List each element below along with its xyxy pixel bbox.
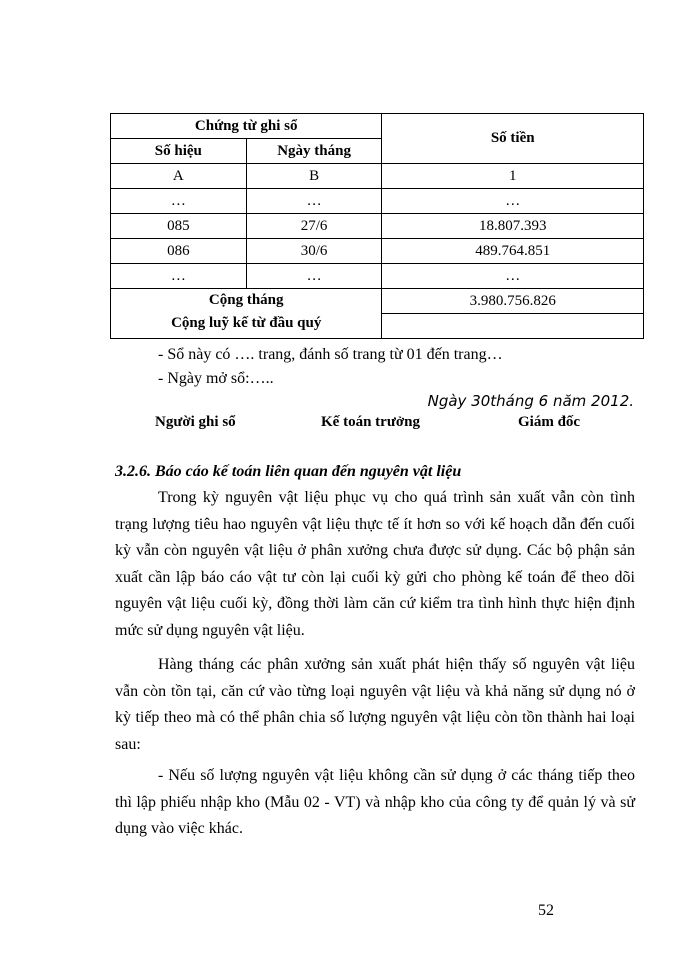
table-cell: … [382,264,644,289]
table-cell: 086 [111,239,247,264]
header-date: Ngày tháng [246,139,382,164]
table-total-row [111,289,644,339]
note-pages: - Sổ này có …. trang, đánh số trang từ 01 đến trang… [158,346,503,363]
note-open-date: - Ngày mở sổ:….. [158,370,274,387]
paragraph-text: Trong kỳ nguyên vật liệu phục vụ cho quá trình sản xuất vẫn còn tình trạng lượng tiêu hao nguyên vật liệu thực tế ít hơn so với kế hoạch dẫn đến cuối kỳ vẫn còn nguyên vật liệu ở phân xưởng chưa được sử dụng. Các bộ phận sản xuất cần lập báo cáo vật tư còn lại cuối kỳ gửi cho phòng kế toán để theo dõi nguyên vật liệu cuối kỳ, đồng thời làm căn cứ kiểm tra tình hình thực hiện định mức sử dụng nguyên vật liệu. [115,489,635,639]
table-cell: 18.807.393 [382,214,644,239]
table-cell: … [246,264,382,289]
signing-date: Ngày 30tháng 6 năm 2012. [427,392,634,410]
table-cell: 085 [111,214,247,239]
paragraph [115,652,635,758]
header-number: Số hiệu [111,139,247,164]
code-cell: 1 [382,164,644,189]
signature-recorder: Người ghi sổ [155,414,236,430]
header-amount: Số tiền [382,114,644,164]
total-labels [111,289,382,339]
total-values [382,289,644,339]
table-header-row [111,114,644,139]
header-voucher-group: Chứng từ ghi sổ [111,114,382,139]
section-heading: 3.2.6. Báo cáo kế toán liên quan đến nguyên vật liệu [115,463,462,480]
page-number: 52 [538,902,554,919]
total-quarter-value [382,314,643,338]
signature-director: Giám đốc [518,414,581,430]
paragraph-text: Hàng tháng các phân xưởng sản xuất phát hiện thấy số nguyên vật liệu vẫn còn tồn tại, căn cứ vào từng loại nguyên vật liệu và khả năng sử dụng nó ở kỳ tiếp theo mà có thể phân chia số lượng nguyên vật liệu còn tồn thành hai loại sau: [115,656,635,753]
paragraph [115,485,635,644]
table-cell: 489.764.851 [382,239,644,264]
signature-chief-accountant: Kế toán trưởng [321,414,420,430]
table-code-row [111,164,644,189]
table-cell: … [111,189,247,214]
table-cell: 27/6 [246,214,382,239]
code-cell: B [246,164,382,189]
table-cell: … [111,264,247,289]
table-row [111,264,644,289]
table-cell: … [382,189,644,214]
paragraph [115,763,635,843]
ledger-table [110,113,644,339]
total-month-label: Cộng tháng [208,292,284,308]
code-cell: A [111,164,247,189]
table-cell: 30/6 [246,239,382,264]
paragraph-text: - Nếu số lượng nguyên vật liệu không cần sử dụng ở các tháng tiếp theo thì lập phiếu nhập kho (Mẫu 02 - VT) và nhập kho của công ty để quản lý và sử dụng vào việc khác. [115,767,635,837]
total-quarter-label: Cộng luỹ kế từ đầu quý [171,315,322,331]
table-cell: … [246,189,382,214]
table-row [111,189,644,214]
table-row [111,214,644,239]
total-month-value: 3.980.756.826 [382,289,643,314]
table-row [111,239,644,264]
